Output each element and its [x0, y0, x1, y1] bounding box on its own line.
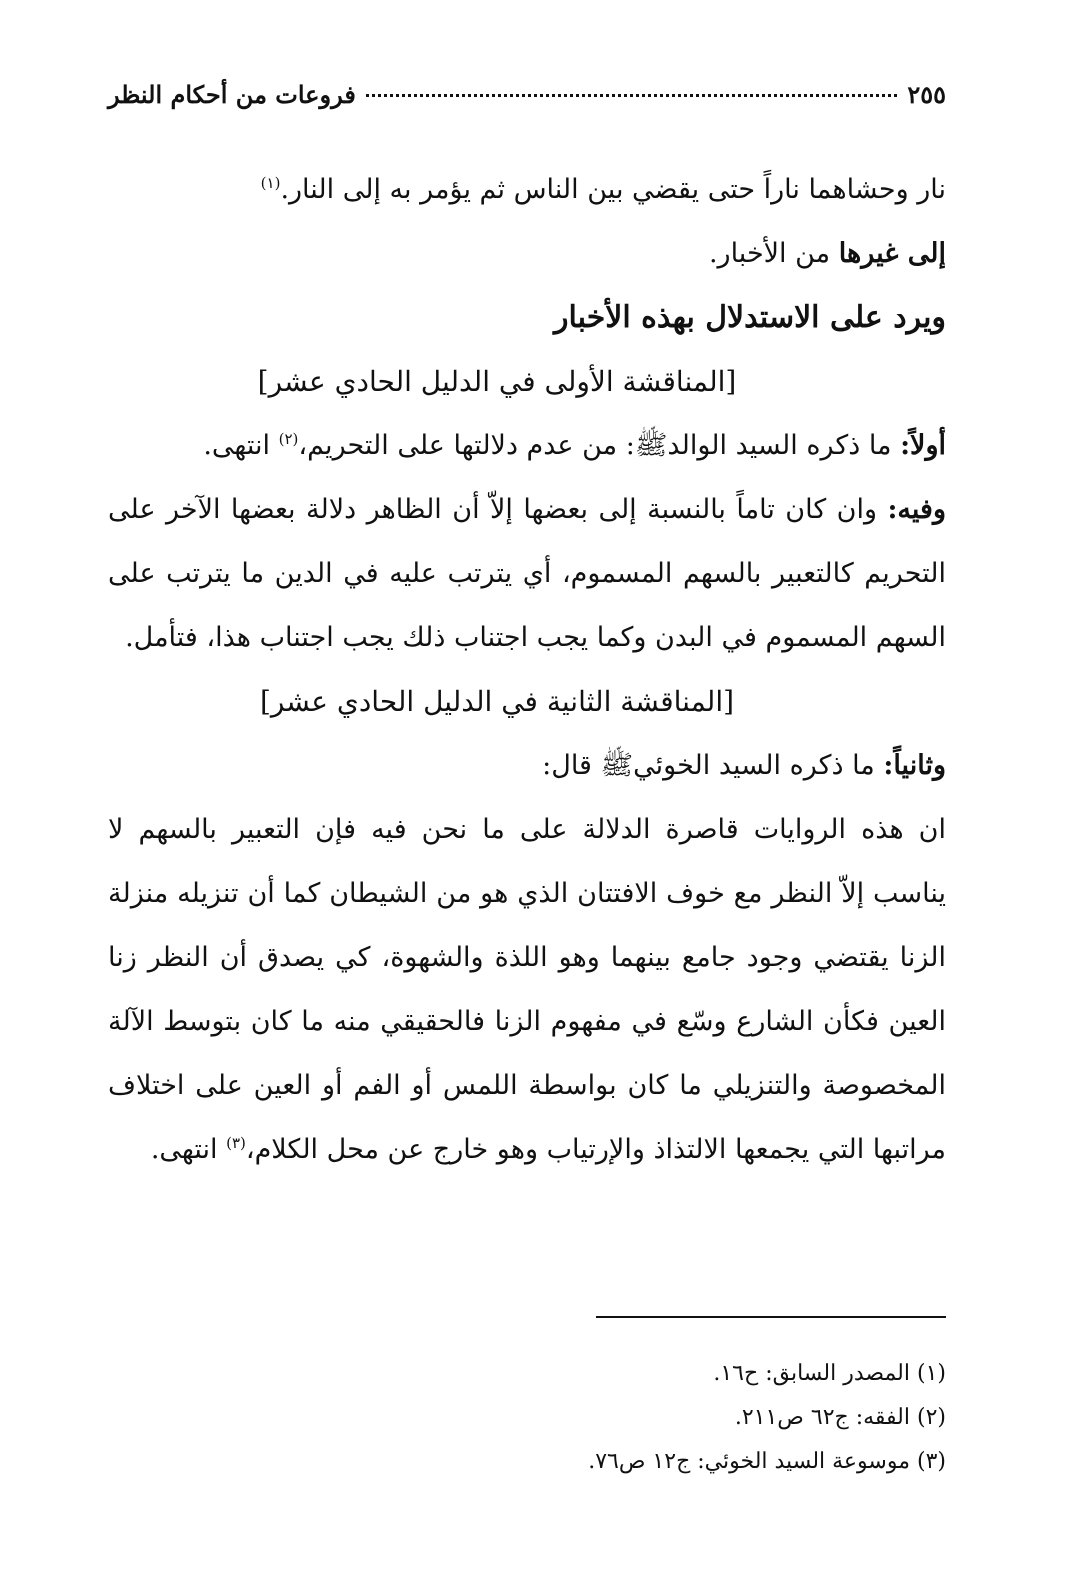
body-text — [108, 158, 946, 1182]
paragraph-6 — [108, 734, 946, 798]
paragraph-4-lead: أولاً: — [900, 430, 946, 461]
running-header — [108, 80, 946, 120]
paragraph-3-heading: ويرد على الاستدلال بهذه الأخبار — [554, 300, 946, 335]
paragraph-7-end: انتهى. — [150, 1134, 227, 1165]
paragraph-5-lead: وفيه: — [887, 494, 946, 525]
footnote-ref-2: (٢) — [278, 430, 299, 448]
book-page — [108, 0, 946, 1590]
paragraph-2-lead: إلى غيرها — [838, 238, 946, 269]
footnote-ref-1: (١) — [260, 174, 281, 192]
section-title-1: [المناقشة الأولى في الدليل الحادي عشر] — [257, 365, 737, 398]
paragraph-2 — [108, 222, 946, 286]
paragraph-7 — [108, 798, 946, 1182]
running-title: فروعات من أحكام النظر — [108, 80, 356, 109]
paragraph-2-rest: من الأخبار. — [708, 238, 839, 269]
paragraph-1 — [108, 158, 946, 222]
section-title-2: [المناقشة الثانية في الدليل الحادي عشر] — [259, 685, 735, 718]
paragraph-6-text: ما ذكره السيد الخوئيﷺ قال: — [542, 750, 884, 781]
footnote-2: (٢) الفقه: ج٦٢ ص٢١١. — [734, 1405, 946, 1430]
paragraph-4-text: ما ذكره السيد الوالدﷺ: من عدم دلالتها على التحريم، — [298, 430, 901, 461]
paragraph-1-text: نار وحشاهما ناراً حتى يقضي بين الناس ثم يؤمر به إلى النار. — [280, 174, 946, 205]
paragraph-7-text: ان هذه الروايات قاصرة الدلالة على ما نحن فيه فإن التعبير بالسهم لا يناسب إلاّ النظر مع خوف الافتتان الذي هو من الشيطان كما أن تنزيله منزلة الزنا يقتضي وجود جامع بينهما وهو اللذة والشهوة، كي يصدق أن النظر زنا العين فكأن الشارع وسّع في مفهوم الزنا فالحقيقي منه ما كان بتوسط الآلة المخصوصة والتنزيلي ما كان بواسطة اللمس أو الفم أو العين على اختلاف مراتبها التي يجمعها الالتذاذ والإرتياب وهو خارج عن محل الكلام، — [108, 814, 946, 1165]
page-number: ٢٥٥ — [907, 80, 946, 109]
footnote-1: (١) المصدر السابق: ح١٦. — [713, 1361, 946, 1386]
footnote-3: (٣) موسوعة السيد الخوئي: ج١٢ ص٧٦. — [588, 1449, 946, 1474]
footnote-ref-3: (٣) — [226, 1134, 246, 1152]
paragraph-6-lead: وثانياً: — [883, 750, 946, 781]
paragraph-5 — [108, 478, 946, 670]
header-leader-dots — [366, 94, 898, 97]
paragraph-5-text: وان كان تاماً بالنسبة إلى بعضها إلاّ أن الظاهر دلالة بعضها الآخر على التحريم كالتعبير بالسهم المسموم، أي يترتب عليه في الدين ما يترتب على السهم المسموم في البدن وكما يجب اجتناب ذلك يجب اجتناب هذا، فتأمل. — [108, 494, 946, 653]
paragraph-4-end: انتهى. — [203, 430, 279, 461]
paragraph-4 — [108, 414, 946, 478]
footnotes — [108, 1352, 946, 1484]
footnote-separator — [596, 1316, 946, 1318]
